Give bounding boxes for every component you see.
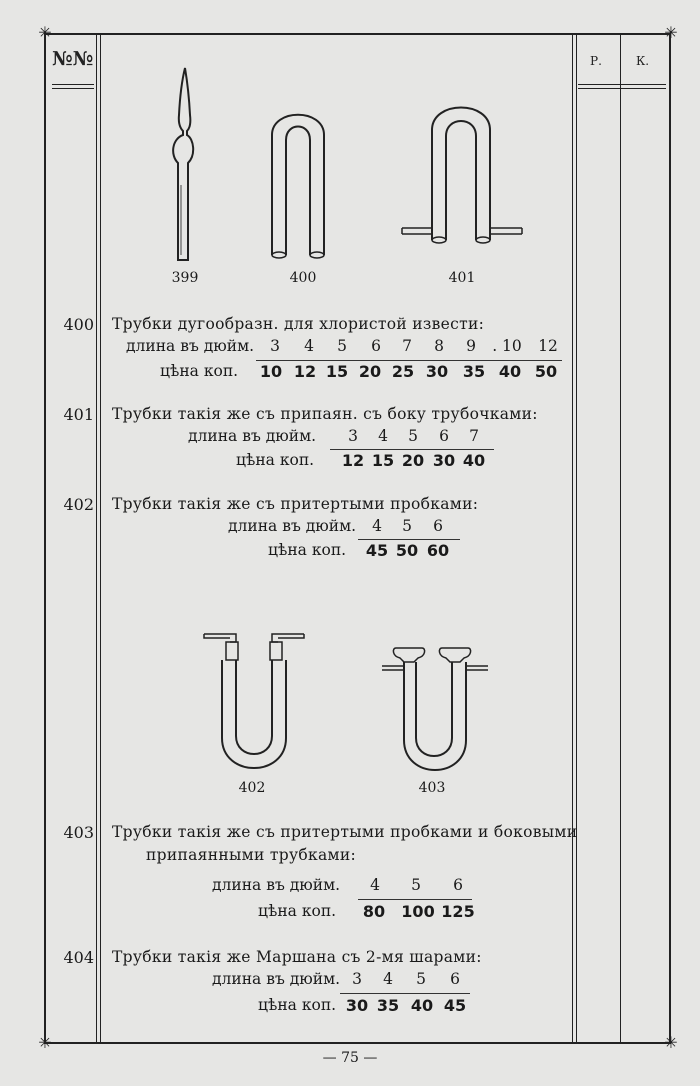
price-cell: 50	[395, 541, 419, 560]
price-label: цѣна коп.	[160, 362, 239, 380]
column-line-price	[572, 35, 573, 1042]
item-description: Трубки такія же съ притертыми пробками и боковыми	[112, 823, 578, 841]
corner-star-icon: ✳	[664, 1033, 678, 1052]
length-label: длина въ дюйм.	[212, 876, 341, 894]
figure-number: 401	[448, 270, 476, 286]
header-rule-right	[578, 84, 666, 85]
header-rule-right-2	[578, 88, 666, 89]
length-cell: 12	[538, 337, 558, 355]
length-cell: 4	[372, 517, 382, 535]
length-cell: 3	[270, 337, 280, 355]
column-line-price-2	[576, 35, 577, 1042]
price-cell: 20	[358, 362, 382, 381]
rub-column-header: Р.	[590, 54, 602, 68]
price-cell: 25	[391, 362, 415, 381]
u-tube-stoppers-side-arms-icon	[380, 640, 490, 780]
price-cell: 45	[365, 541, 389, 560]
price-cell: 50	[534, 362, 558, 381]
length-label: длина въ дюйм.	[212, 970, 341, 988]
price-cell: 12	[341, 451, 365, 470]
table-rule	[340, 993, 470, 994]
corner-star-icon: ✳	[38, 1033, 52, 1052]
length-cell: 4	[378, 427, 388, 445]
length-row	[0, 876, 570, 898]
length-cell: 3	[352, 970, 362, 988]
figure-number: 402	[238, 780, 266, 796]
length-cell: 6	[450, 970, 460, 988]
price-label: цѣна коп.	[258, 996, 337, 1014]
item-number: 403	[63, 823, 94, 842]
glass-tube-bulb-icon	[160, 65, 210, 265]
u-tube-stopcocks-icon	[200, 628, 310, 778]
price-row	[0, 451, 570, 473]
length-label: длина въ дюйм.	[126, 337, 255, 355]
length-cell: 5	[337, 337, 347, 355]
length-cell: 4	[383, 970, 393, 988]
length-cell: 5	[402, 517, 412, 535]
price-cell: 125	[441, 902, 475, 921]
price-cell: 30	[432, 451, 456, 470]
price-label: цѣна коп.	[268, 541, 347, 559]
figure-number: 399	[171, 270, 199, 286]
length-cell: . 10	[492, 337, 522, 355]
length-label: длина въ дюйм.	[188, 427, 317, 445]
item-number: 404	[63, 948, 94, 967]
price-cell: 15	[371, 451, 395, 470]
price-cell: 35	[462, 362, 486, 381]
length-cell: 4	[370, 876, 380, 894]
figure-number: 403	[418, 780, 446, 796]
length-cell: 6	[453, 876, 463, 894]
length-cell: 3	[348, 427, 358, 445]
item-description: Трубки такія же съ притертыми пробками:	[112, 495, 479, 513]
table-rule	[358, 539, 460, 540]
price-row	[0, 541, 570, 563]
figure-number: 400	[289, 270, 317, 286]
length-cell: 7	[469, 427, 479, 445]
item-number: 402	[63, 495, 94, 514]
price-cell: 60	[426, 541, 450, 560]
length-cell: 5	[411, 876, 421, 894]
price-cell: 10	[259, 362, 283, 381]
price-cell: 40	[498, 362, 522, 381]
page-number: — 75 —	[322, 1050, 378, 1066]
price-cell: 80	[362, 902, 386, 921]
table-rule	[256, 360, 562, 361]
number-column-header: №№	[52, 48, 94, 70]
item-description: Трубки такія же Маршана съ 2-мя шарами:	[112, 948, 482, 966]
header-rule-left	[52, 84, 94, 85]
item-number: 400	[63, 315, 94, 334]
price-cell: 35	[376, 996, 400, 1015]
frame-right	[669, 33, 671, 1044]
frame-bottom	[44, 1042, 671, 1044]
column-line-rub-kop	[620, 35, 621, 1042]
price-cell: 45	[443, 996, 467, 1015]
corner-star-icon: ✳	[38, 23, 52, 42]
length-row	[0, 427, 570, 449]
length-cell: 8	[434, 337, 444, 355]
item-description-continued: припаянными трубками:	[146, 846, 357, 864]
length-label: длина въ дюйм.	[228, 517, 357, 535]
price-label: цѣна коп.	[258, 902, 337, 920]
price-cell: 30	[345, 996, 369, 1015]
length-row	[0, 337, 570, 359]
table-rule	[330, 449, 494, 450]
item-number: 401	[63, 405, 94, 424]
length-cell: 5	[408, 427, 418, 445]
price-cell: 20	[401, 451, 425, 470]
price-cell: 40	[462, 451, 486, 470]
length-cell: 4	[304, 337, 314, 355]
price-row	[0, 902, 570, 924]
length-cell: 6	[371, 337, 381, 355]
price-cell: 15	[325, 362, 349, 381]
length-cell: 6	[439, 427, 449, 445]
price-cell: 12	[293, 362, 317, 381]
u-tube-icon	[266, 100, 330, 260]
length-cell: 7	[402, 337, 412, 355]
price-cell: 30	[425, 362, 449, 381]
u-tube-side-arms-icon	[400, 100, 525, 250]
table-rule	[358, 899, 472, 900]
length-row	[0, 970, 570, 992]
length-cell: 9	[466, 337, 476, 355]
length-row	[0, 517, 570, 539]
price-label: цѣна коп.	[236, 451, 315, 469]
header-rule-left-2	[52, 88, 94, 89]
length-cell: 5	[416, 970, 426, 988]
price-row	[0, 996, 570, 1018]
item-description: Трубки дугообразн. для хлористой извести:	[112, 315, 485, 333]
price-cell: 40	[410, 996, 434, 1015]
kop-column-header: К.	[636, 54, 650, 68]
item-description: Трубки такія же съ припаян. съ боку трубочками:	[112, 405, 538, 423]
corner-star-icon: ✳	[664, 23, 678, 42]
price-cell: 100	[401, 902, 435, 921]
price-row	[0, 362, 570, 384]
length-cell: 6	[433, 517, 443, 535]
